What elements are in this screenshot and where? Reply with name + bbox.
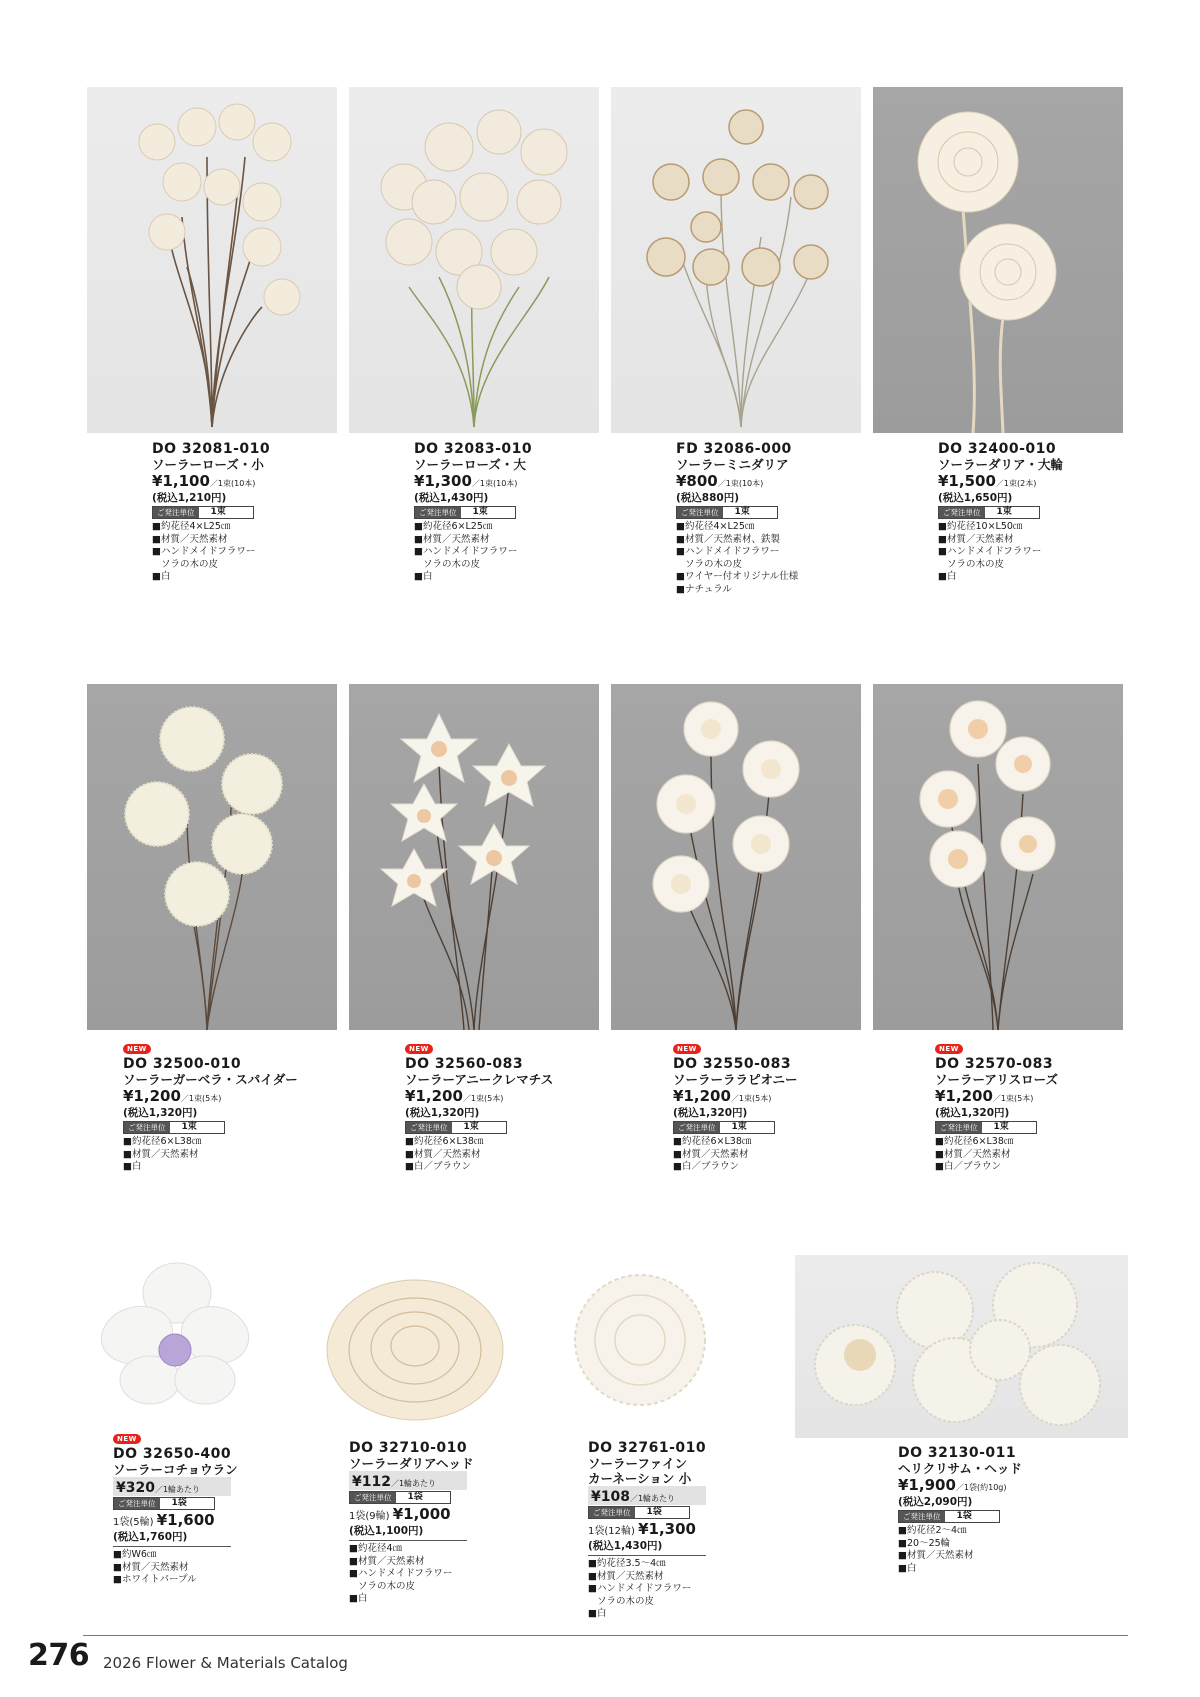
page-number: 276 — [28, 1638, 90, 1673]
order-unit — [673, 1121, 775, 1134]
product-name: ソーラーコチョウラン — [113, 1462, 238, 1477]
product-code: DO 32083-010 — [414, 441, 533, 457]
tax-price: (税込1,320円) — [935, 1107, 1010, 1119]
spec-line: ■材質／天然素材 — [673, 1148, 749, 1160]
product-photo-solar-fine-carnation — [560, 1265, 720, 1415]
spec-line: ■約花径10×L50㎝ — [938, 521, 1023, 532]
new-badge: NEW — [123, 1044, 151, 1054]
price-unit: ／1束(5本) — [992, 1094, 1034, 1103]
product-name: ソーラーララピオニー — [673, 1072, 798, 1087]
spec-line: ソラの木の皮 — [414, 558, 481, 570]
new-badge: NEW — [673, 1044, 701, 1054]
product-photo-helichrysum-head — [795, 1255, 1128, 1438]
tax-price: (税込1,760円) — [113, 1531, 188, 1543]
product-info — [123, 1036, 343, 1174]
catalog-title: 2026 Flower & Materials Catalog — [103, 1654, 348, 1672]
spec-line: ■材質／天然素材、鉄製 — [676, 533, 780, 545]
spec-line: ■ワイヤー付オリジナル仕様 — [676, 571, 799, 582]
tax-price: (税込1,430円) — [414, 492, 489, 504]
order-unit-label: ご発注単位 — [124, 1122, 170, 1133]
product-price: ¥1,300 — [414, 472, 472, 490]
product-code: DO 32500-010 — [123, 1056, 242, 1072]
product-info — [935, 1036, 1155, 1174]
order-unit-value: 1束 — [734, 507, 750, 517]
bag-price: ¥1,300 — [638, 1520, 696, 1538]
unit-price-box — [349, 1471, 467, 1490]
tax-price: (税込1,210円) — [152, 492, 227, 504]
spec-line: ■約花径6×L38㎝ — [123, 1136, 202, 1147]
spec-line: ■材質／天然素材 — [113, 1561, 189, 1573]
order-unit-value: 1束 — [996, 507, 1012, 517]
spec-line: ソラの木の皮 — [938, 558, 1005, 570]
unit-price-suffix: ／1輪あたり — [629, 1494, 676, 1503]
product-photo-solar-mini-dahlia — [611, 87, 861, 433]
product-code: DO 32081-010 — [152, 441, 271, 457]
product-code: DO 32550-083 — [673, 1056, 792, 1072]
spec-line: ■材質／天然素材 — [405, 1148, 481, 1160]
tax-price: (税込1,100円) — [349, 1525, 424, 1537]
product-name: ソーラーアニークレマチス — [405, 1072, 554, 1087]
price-unit: ／1袋(約10g) — [955, 1483, 1007, 1492]
spec-line: ■白／ブラウン — [935, 1161, 1001, 1172]
product-photo-solar-orchid — [95, 1255, 250, 1415]
spec-line: ■白 — [123, 1161, 142, 1172]
spec-line: ■20～25輪 — [898, 1537, 951, 1549]
footer-divider — [83, 1635, 1128, 1636]
product-info — [405, 1036, 625, 1174]
product-photo-solar-dahlia-head — [320, 1270, 510, 1430]
tax-price: (税込1,650円) — [938, 492, 1013, 504]
order-unit-value: 1袋 — [956, 1511, 972, 1521]
tax-price: (税込1,430円) — [588, 1540, 663, 1552]
product-photo-solar-rose-large — [349, 87, 599, 433]
spec-line: ■白／ブラウン — [673, 1161, 739, 1172]
product-photo-solar-dahlia-large — [873, 87, 1123, 433]
order-unit — [588, 1506, 690, 1519]
new-badge: NEW — [935, 1044, 963, 1054]
product-price: ¥800 — [676, 472, 718, 490]
tax-price: (税込1,320円) — [405, 1107, 480, 1119]
bag-price: ¥1,600 — [156, 1511, 215, 1529]
order-unit — [935, 1121, 1037, 1134]
spec-line: ■約W6㎝ — [113, 1549, 157, 1560]
product-code: FD 32086-000 — [676, 441, 792, 457]
order-unit-value: 1袋 — [171, 1498, 187, 1508]
order-unit-label: ご発注単位 — [114, 1498, 160, 1509]
spec-line: ソラの木の皮 — [152, 558, 219, 570]
spec-line: ■約花径6×L25㎝ — [414, 521, 493, 532]
order-unit — [405, 1121, 507, 1134]
order-unit — [349, 1491, 451, 1504]
order-unit-label: ご発注単位 — [153, 507, 199, 518]
product-price: ¥1,200 — [673, 1087, 731, 1105]
order-unit-label: ご発注単位 — [674, 1122, 720, 1133]
order-unit-value: 1束 — [181, 1122, 197, 1132]
spec-line: ■約花径6×L38㎝ — [673, 1136, 752, 1147]
divider — [113, 1546, 231, 1547]
order-unit-value: 1束 — [731, 1122, 747, 1132]
product-code: DO 32570-083 — [935, 1056, 1054, 1072]
spec-line: ■材質／天然素材 — [935, 1148, 1011, 1160]
product-info — [588, 1440, 808, 1621]
product-name: ソーラーダリア・大輪 — [938, 457, 1064, 472]
bag-quantity: 1袋(9輪) — [349, 1511, 390, 1522]
product-info — [349, 1440, 569, 1606]
order-unit-value: 1袋 — [407, 1492, 423, 1502]
unit-price: ¥112 — [352, 1474, 391, 1490]
unit-price-box — [588, 1486, 706, 1505]
spec-line: ■ハンドメイドフラワー — [349, 1568, 453, 1579]
product-name: ソーラーローズ・小 — [152, 457, 264, 472]
unit-price-suffix: ／1輪あたり — [154, 1485, 201, 1494]
product-code: DO 32710-010 — [349, 1440, 468, 1456]
order-unit-value: 1束 — [463, 1122, 479, 1132]
order-unit — [152, 506, 254, 519]
product-photo-solar-lala-peony — [611, 684, 861, 1030]
order-unit — [113, 1497, 215, 1510]
product-price: ¥1,500 — [938, 472, 996, 490]
spec-line: ■材質／天然素材 — [938, 533, 1014, 545]
spec-line: ■白／ブラウン — [405, 1161, 471, 1172]
order-unit — [938, 506, 1040, 519]
spec-line: ■約花径3.5～4㎝ — [588, 1558, 666, 1569]
spec-line: ■白 — [938, 571, 957, 582]
order-unit-label: ご発注単位 — [589, 1507, 635, 1518]
product-info — [414, 441, 634, 584]
order-unit-value: 1束 — [210, 507, 226, 517]
spec-line: ■約花径6×L38㎝ — [935, 1136, 1014, 1147]
order-unit — [676, 506, 778, 519]
spec-line: ソラの木の皮 — [349, 1580, 416, 1592]
order-unit — [123, 1121, 225, 1134]
product-photo-solar-alice-rose — [873, 684, 1123, 1030]
order-unit-label: ご発注単位 — [936, 1122, 982, 1133]
product-code: DO 32560-083 — [405, 1056, 524, 1072]
tax-price: (税込2,090円) — [898, 1496, 973, 1508]
spec-line: ■約花径4×L25㎝ — [152, 521, 231, 532]
product-info — [938, 441, 1158, 584]
order-unit-label: ご発注単位 — [350, 1492, 396, 1503]
product-photo-solar-rose-small — [87, 87, 337, 433]
unit-price-box — [113, 1477, 231, 1496]
product-photo-solar-annie-clematis — [349, 684, 599, 1030]
spec-line: ■ハンドメイドフラワー — [676, 546, 780, 557]
spec-line: ■約花径4㎝ — [349, 1543, 403, 1554]
order-unit-label: ご発注単位 — [899, 1511, 945, 1522]
unit-price: ¥320 — [116, 1480, 155, 1496]
spec-line: ■材質／天然素材 — [123, 1148, 199, 1160]
spec-line: ■白 — [898, 1562, 917, 1574]
unit-price-suffix: ／1輪あたり — [390, 1479, 437, 1488]
new-badge: NEW — [113, 1434, 141, 1444]
order-unit-label: ご発注単位 — [415, 507, 461, 518]
product-price: ¥1,100 — [152, 472, 210, 490]
product-photo-solar-gerbera-spider — [87, 684, 337, 1030]
spec-line: ■ハンドメイドフラワー — [588, 1583, 692, 1594]
product-price: ¥1,900 — [898, 1476, 956, 1494]
spec-line: ■ホワイトパープル — [113, 1574, 197, 1585]
product-code: DO 32761-010 — [588, 1440, 707, 1456]
product-name-line2: カーネーション 小 — [588, 1471, 692, 1486]
bag-quantity: 1袋(12輪) — [588, 1526, 635, 1537]
unit-price: ¥108 — [591, 1489, 630, 1505]
spec-line: ■ハンドメイドフラワー — [414, 546, 518, 557]
price-unit: ／1束(10本) — [471, 479, 518, 488]
order-unit-value: 1袋 — [646, 1507, 662, 1517]
product-code: DO 32650-400 — [113, 1446, 232, 1462]
spec-line: ■ナチュラル — [676, 583, 732, 595]
tax-price: (税込1,320円) — [673, 1107, 748, 1119]
product-name: ソーラーファイン — [588, 1456, 688, 1471]
divider — [588, 1555, 706, 1556]
spec-line: ■材質／天然素材 — [588, 1570, 664, 1582]
spec-line: ■ハンドメイドフラワー — [938, 546, 1042, 557]
product-info — [673, 1036, 893, 1174]
product-price: ¥1,200 — [935, 1087, 993, 1105]
order-unit-value: 1束 — [993, 1122, 1009, 1132]
bag-quantity: 1袋(5輪) — [113, 1517, 154, 1528]
order-unit — [898, 1510, 1000, 1523]
product-code: DO 32130-011 — [898, 1445, 1017, 1461]
product-info — [152, 441, 372, 584]
order-unit — [414, 506, 516, 519]
product-name: ソーラーダリアヘッド — [349, 1456, 474, 1471]
price-unit: ／1束(5本) — [462, 1094, 504, 1103]
price-unit: ／1束(2本) — [995, 479, 1037, 488]
spec-line: ■ハンドメイドフラワー — [152, 546, 256, 557]
product-info — [676, 441, 896, 596]
product-info — [898, 1445, 1118, 1575]
tax-price: (税込1,320円) — [123, 1107, 198, 1119]
order-unit-value: 1束 — [472, 507, 488, 517]
product-name: ヘリクリサム・ヘッド — [898, 1461, 1022, 1476]
spec-line: ■材質／天然素材 — [898, 1550, 974, 1561]
spec-line: ■約花径6×L38㎝ — [405, 1136, 484, 1147]
order-unit-label: ご発注単位 — [406, 1122, 452, 1133]
product-name: ソーラーアリスローズ — [935, 1072, 1059, 1087]
product-name: ソーラーローズ・大 — [414, 457, 526, 472]
product-price: ¥1,200 — [405, 1087, 463, 1105]
price-unit: ／1束(5本) — [730, 1094, 772, 1103]
tax-price: (税込880円) — [676, 492, 740, 504]
new-badge: NEW — [405, 1044, 433, 1054]
price-unit: ／1束(5本) — [180, 1094, 222, 1103]
bag-price: ¥1,000 — [392, 1505, 451, 1523]
price-unit: ／1束(10本) — [209, 479, 256, 488]
spec-line: ■白 — [588, 1608, 607, 1619]
spec-line: ■約花径2～4㎝ — [898, 1525, 967, 1536]
product-info — [113, 1426, 333, 1587]
product-code: DO 32400-010 — [938, 441, 1057, 457]
product-name: ソーラーミニダリア — [676, 457, 789, 472]
spec-line: ■白 — [152, 571, 171, 582]
product-name: ソーラーガーベラ・スパイダー — [123, 1072, 298, 1087]
price-unit: ／1束(10本) — [717, 479, 764, 488]
divider — [349, 1540, 467, 1541]
spec-line: ■白 — [414, 571, 433, 582]
spec-line: ■材質／天然素材 — [414, 533, 490, 545]
product-price: ¥1,200 — [123, 1087, 181, 1105]
order-unit-label: ご発注単位 — [677, 507, 723, 518]
spec-line: ■材質／天然素材 — [152, 533, 228, 545]
spec-line: ■白 — [349, 1593, 368, 1604]
spec-line: ソラの木の皮 — [676, 558, 743, 570]
spec-line: ソラの木の皮 — [588, 1595, 655, 1607]
order-unit-label: ご発注単位 — [939, 507, 985, 518]
spec-line: ■約花径4×L25㎝ — [676, 521, 755, 532]
spec-line: ■材質／天然素材 — [349, 1555, 425, 1567]
